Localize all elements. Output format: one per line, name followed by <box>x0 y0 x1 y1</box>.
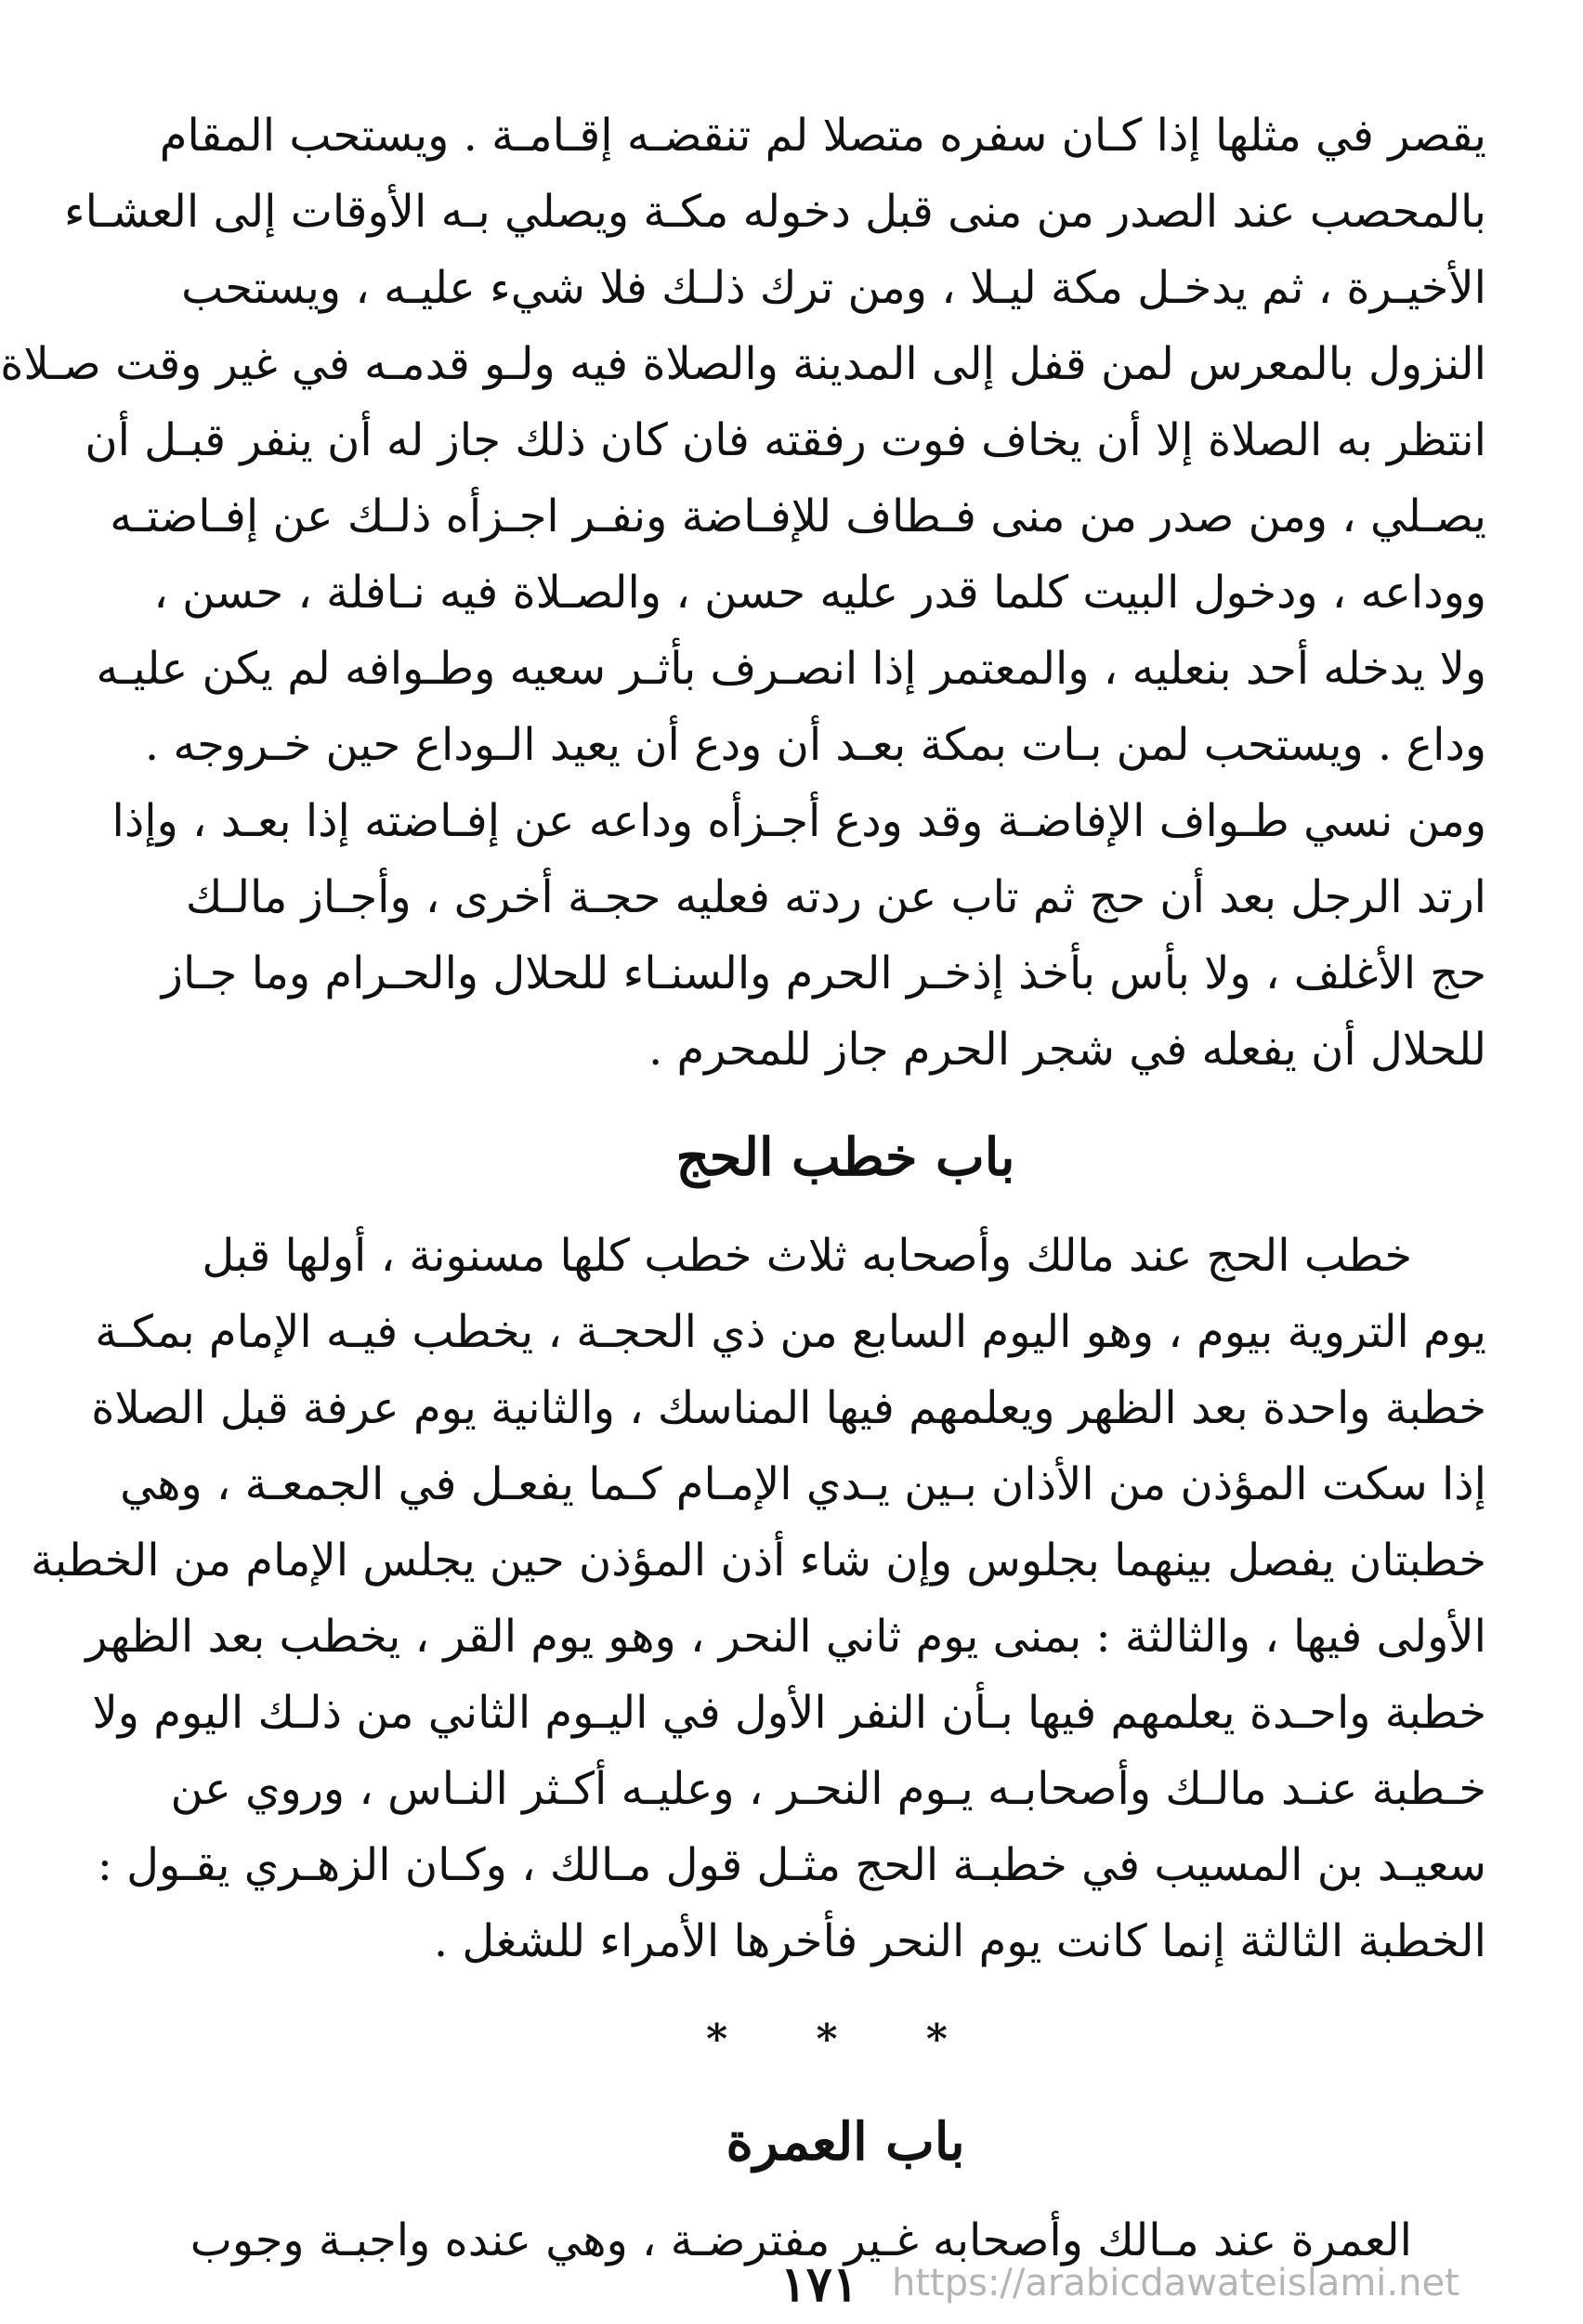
text-line: الأولى فيها ، والثالثة : بمنى يوم ثاني النحر ، وهو يوم القر ، يخطب بعد الظهر <box>85 1611 1486 1663</box>
page-footer <box>56 2252 1583 2317</box>
text-line: ارتد الرجل بعد أن حج ثم تاب عن ردته فعليه حجـة أخرى ، وأجـاز مالـك <box>185 871 1486 923</box>
text-line: الخطبة الثالثة إنما كانت يوم النحر فأخرها الأمراء للشغل . <box>433 1915 1486 1967</box>
text-line: إذا سكت المؤذن من الأذان بـين يـدي الإمـام كـما يفعـل في الجمعـة ، وهي <box>120 1458 1486 1510</box>
text-line: انتظر به الصلاة إلا أن يخاف فوت رفقته فان كان ذلك جاز له أن ينفر قبـل أن <box>85 414 1486 466</box>
text-line: خـطبة عنـد مالـك وأصحابـه يـوم النحـر ، وعليـه أكـثر النـاس ، وروي عن <box>170 1763 1486 1815</box>
text-line: خطبة واحـدة يعلمهم فيها بـأن النفر الأول في اليـوم الثاني من ذلـك اليوم ولا <box>92 1687 1486 1739</box>
text-line: ولا يدخله أحد بنعليه ، والمعتمر إذا انصـرف بأثـر سعيه وطـوافه لم يكن عليـه <box>96 643 1486 695</box>
page-number: ١٧١ <box>780 2256 858 2313</box>
text-line: حج الأغلف ، ولا بأس بأخذ إذخـر الحرم والسنـاء للحلال والحـرام وما جـاز <box>161 947 1486 999</box>
section-heading-umrah: باب العمرة <box>726 2111 965 2173</box>
text-line: يوم التروية بيوم ، وهو اليوم السابع من ذي الحجـة ، يخطب فيـه الإمام بمكـة <box>95 1306 1486 1358</box>
text-line: ووداعه ، ودخول البيت كلما قدر عليه حسن ، والصـلاة فيه نـافلة ، حسن ، <box>153 567 1486 619</box>
khutab-paragraph <box>30 1218 1486 1979</box>
text-line: ومن نسي طـواف الإفاضـة وقد ودع أجـزأه وداعه عن إفـاضته إذا بعـد ، وإذا <box>111 795 1486 847</box>
text-line: العمرة عند مـالك وأصحابه غـير مفترضـة ، وهي عنده واجبـة وجوب <box>190 2214 1412 2266</box>
text-line: بالمحصب عند الصدر من منى قبل دخوله مكـة ويصلي بـه الأوقات إلى العشـاء <box>64 186 1486 238</box>
text-line: وداع . ويستحب لمن بـات بمكة بعـد أن ودع أن يعيد الـوداع حين خـروجه . <box>144 719 1486 771</box>
document-page <box>0 98 1486 2266</box>
text-line: سعيـد بن المسيب في خطبـة الحج مثـل قول مـالك ، وكـان الزهـري يقـول : <box>97 1839 1486 1891</box>
text-line: للحلال أن يفعله في شجر الحرم جاز للمحرم . <box>648 1024 1486 1076</box>
text-line: خطب الحج عند مالك وأصحابه ثلاث خطب كلها مسنونة ، أولها قبل <box>202 1230 1412 1282</box>
text-line: الأخيـرة ، ثم يدخـل مكة ليـلا ، ومن ترك ذلـك فلا شيء عليـه ، ويستحب <box>181 262 1486 314</box>
watermark-url: https://arabicdawateislami.net <box>892 2262 1459 2304</box>
section-separator: * * * <box>706 2016 985 2063</box>
text-line: النزول بالمعرس لمن قفل إلى المدينة والصلاة فيه ولـو قدمـه في غير وقت صـلاة <box>0 338 1486 390</box>
text-line: يصـلي ، ومن صدر من منى فـطاف للإفـاضة ونفـر اجـزأه ذلـك عن إفـاضتـه <box>110 490 1486 542</box>
text-line: خطبتان يفصل بينهما بجلوس وإن شاء أذن المؤذن حين يجلس الإمام من الخطبة <box>30 1534 1486 1586</box>
section-heading-khutab: باب خطب الحج <box>675 1127 1015 1188</box>
text-line: يقصر في مثلها إذا كـان سفره متصلا لم تنقضـه إقـامـة . ويستحب المقام <box>159 110 1486 162</box>
intro-paragraph <box>0 98 1486 1088</box>
text-line: خطبة واحدة بعد الظهر ويعلمهم فيها المناسك ، والثانية يوم عرفة قبل الصلاة <box>91 1382 1486 1434</box>
